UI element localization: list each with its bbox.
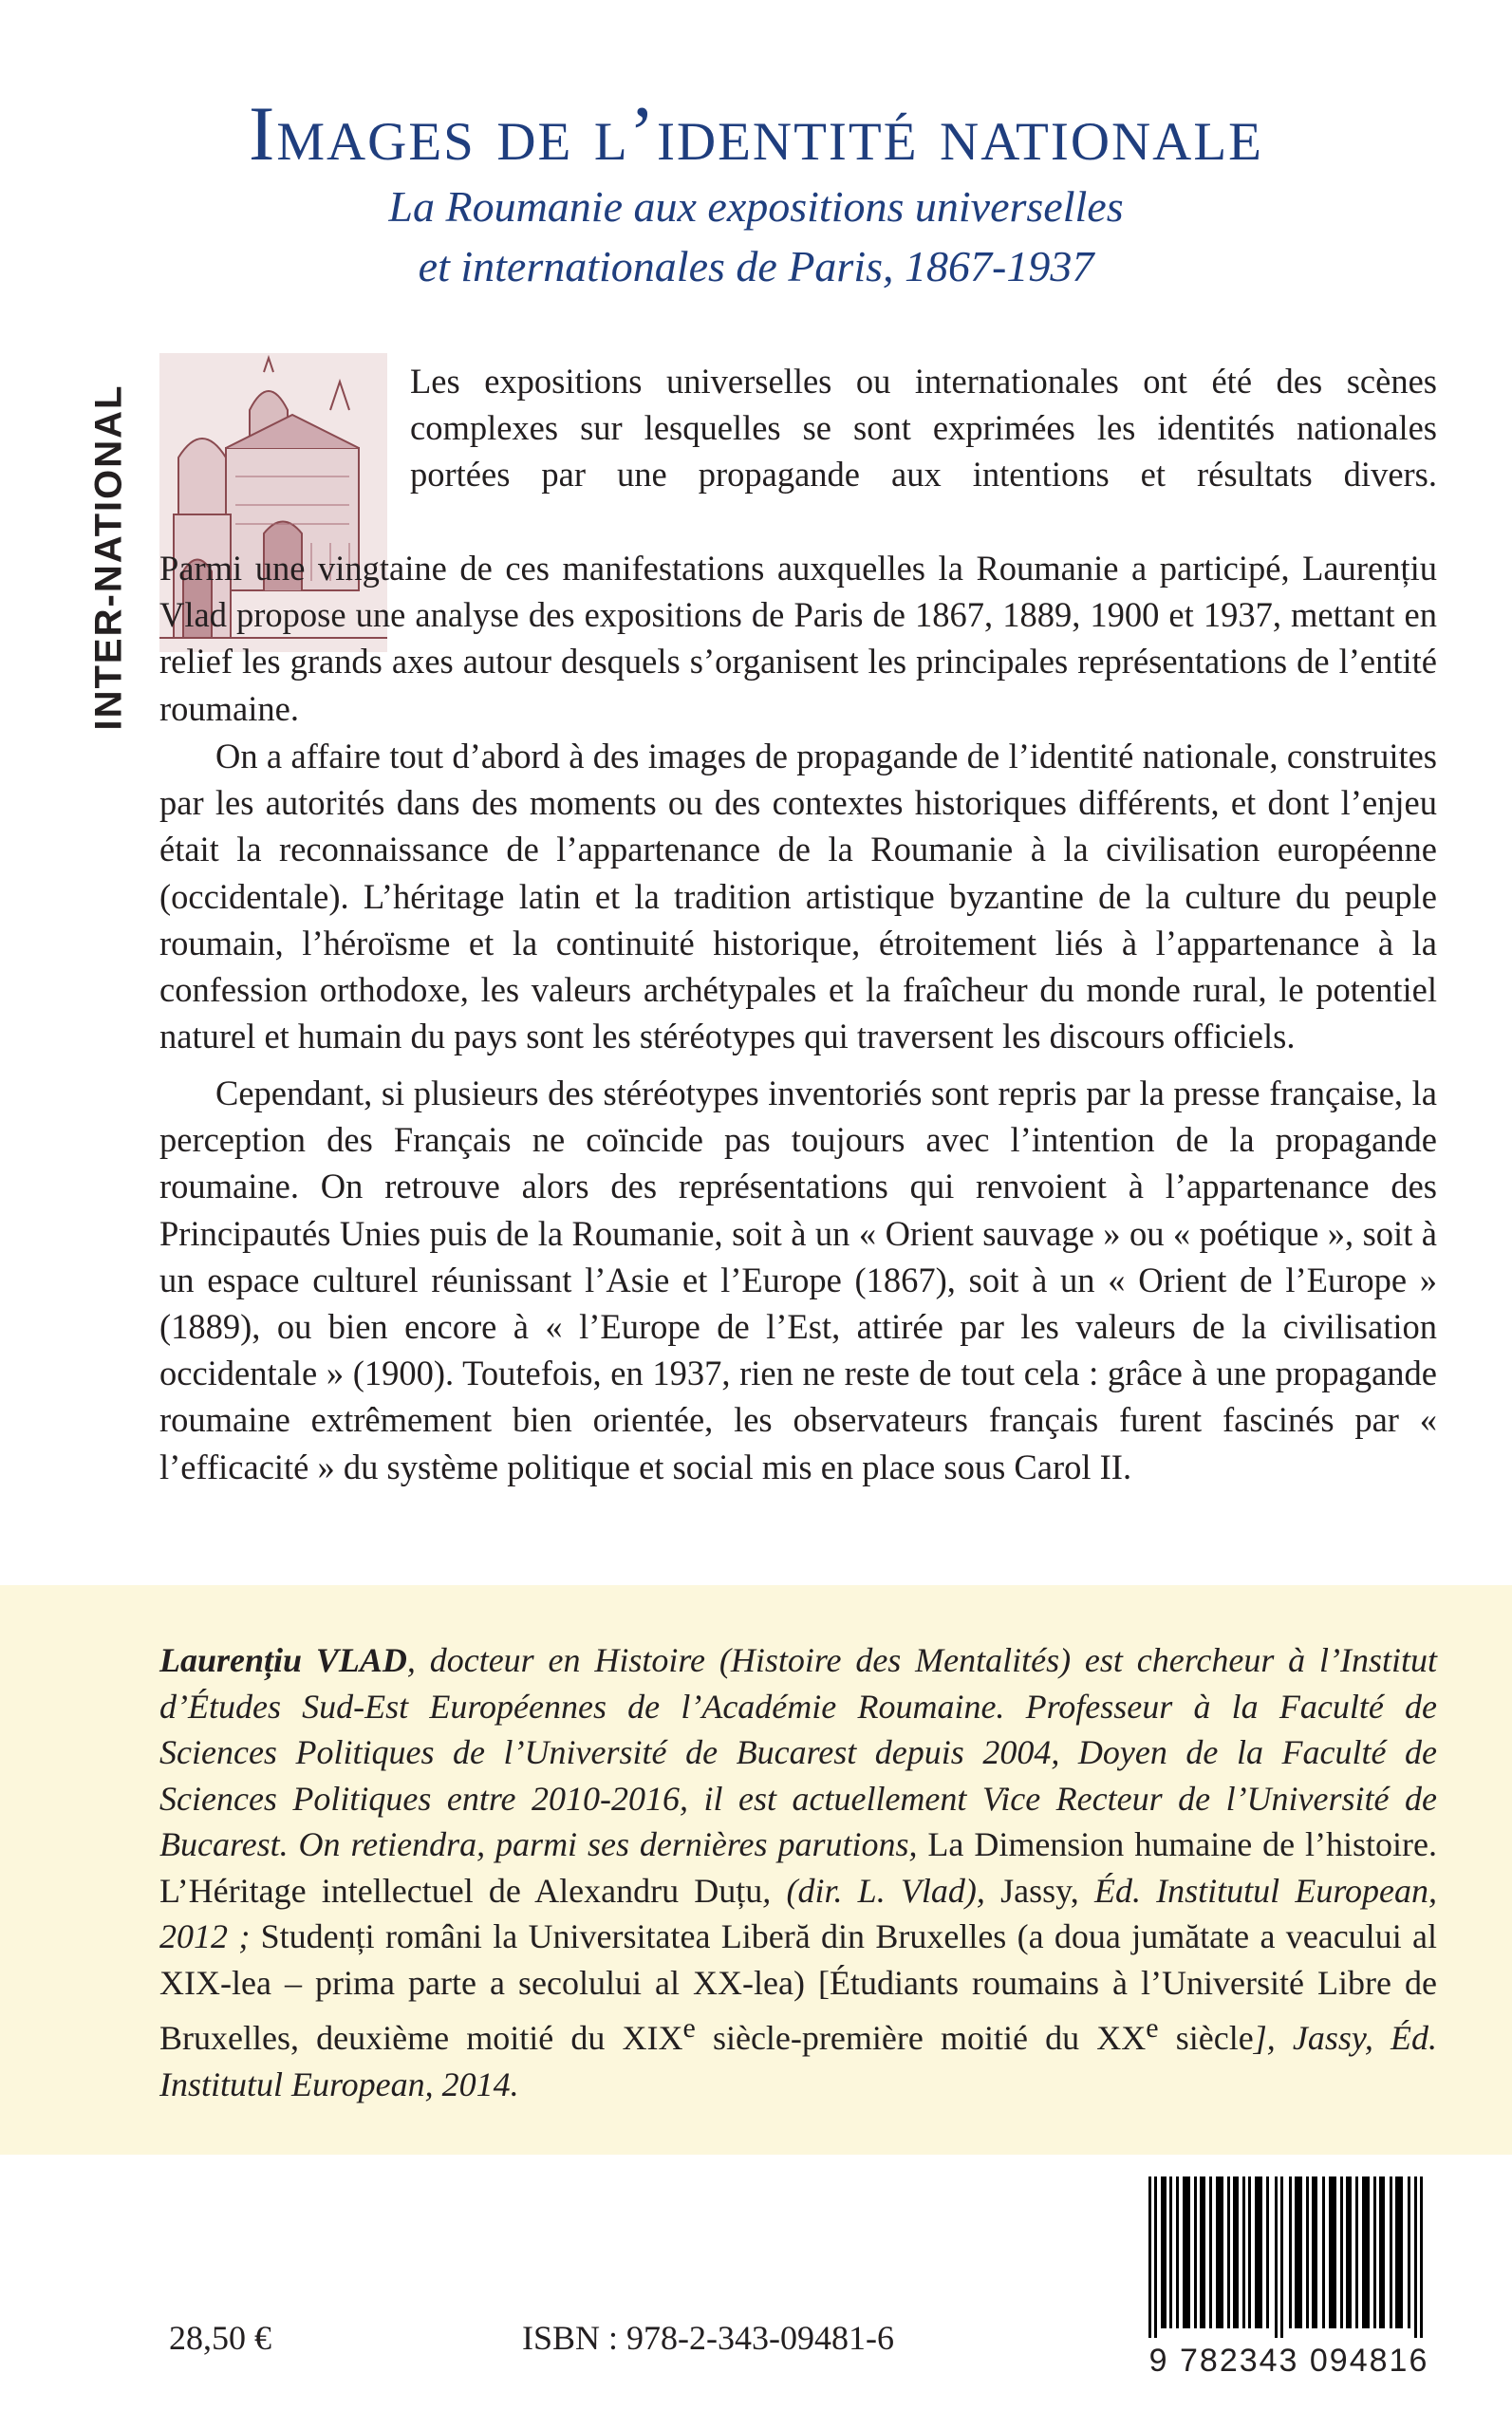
book-title: Images de l’identité nationale (249, 90, 1263, 177)
author-bio: Laurențiu VLAD, docteur en Histoire (Histoire des Mentalités) est chercheur à l’Institut d’Études Sud-Est Européennes de l’Académie Roumaine. Professeur à la Faculté de Sciences Politiques de l’Université de Bucarest depuis 2004, Doyen de la Faculté de Sciences Politiques entre 2010-2016, il est actuellement Vice Recteur de l’Université de Bucarest. On retiendra, parmi ses dernières parutions, La Dimension humaine de l’histoire. L’Héritage intellectuel de Alexandru Duțu, (dir. L. Vlad), Jassy, Éd. Institutul European, 2012 ; Studenți români la Universitatea Liberă din Bruxelles (a doua jumătate a veacului al XIX-lea – prima parte a secolului al XX-lea) [Étudiants roumains à l’Université Libre de Bruxelles, deuxième moitié du XIXe siècle-première moitié du XXe siècle], Jassy, Éd. Institutul European, 2014. (159, 1641, 1438, 2103)
subtitle-line-1: La Roumanie aux expositions universelles (388, 182, 1124, 231)
subtitle-line-2: et internationales de Paris, 1867-1937 (418, 242, 1094, 290)
barcode (1141, 2176, 1437, 2338)
summary-paragraph-1b: Parmi une vingtaine de ces manifestations auxquelles la Roumanie a participé, Laurențiu Vlad propose une analyse des expositions de Paris de 1867, 1889, 1900 et 1937, mettant en relief les grands axes autour desquels s’organisent les principales représentations de l’entité roumaine. (159, 549, 1437, 728)
summary-paragraph-2: On a affaire tout d’abord à des images de propagande de l’identité nationale, construites par les autorités dans des moments ou des contextes historiques différents, et dont l’enjeu était la reconnaissance de l’appartenance de la Roumanie à la civilisation européenne (occidentale). L’héritage latin et la tradition artistique byzantine de la culture du peuple roumain, l’héroïsme et la continuité historique, étroitement liés à l’appartenance à la confession orthodoxe, les valeurs archétypales et la fraîcheur du monde rural, le potentiel naturel et humain du pays sont les stéréotypes qui traversent les discours officiels. (159, 737, 1437, 1056)
barcode-number: 9 782343 094816 (1148, 2343, 1429, 2379)
isbn: ISBN : 978-2-343-09481-6 (522, 2319, 894, 2357)
author-name: Laurențiu VLAD (159, 1641, 407, 1679)
summary-paragraph-3: Cependant, si plusieurs des stéréotypes inventoriés sont repris par la presse française, la perception des Français ne coïncide pas toujours avec l’intention de la propagande roumaine. On retrouve alors des représentations qui renvoient à l’appartenance des Principautés Unies puis de la Roumanie, soit à un « Orient sauvage » ou « poétique », soit à un espace culturel réunissant l’Asie et l’Europe (1867), soit à un « Orient de l’Europe » (1889), ou bien encore à « l’Europe de l’Est, attirée par les valeurs de la civilisation occidentale » (1900). Toutefois, en 1937, rien ne reste de tout cela : grâce à une propagande roumaine extrêmement bien orientée, les observateurs français furent fascinés par « l’efficacité » du système politique et social mis en place sous Carol II. (159, 1074, 1437, 1486)
price: 28,50 € (169, 2319, 271, 2357)
collection-label: INTER-NATIONAL (87, 383, 130, 731)
summary-paragraph-1a: Les expositions universelles ou internationales ont été des scènes complexes sur lesquelles se sont exprimées les identités nationales portées par une propagande aux intentions et résultats divers. (410, 362, 1437, 495)
